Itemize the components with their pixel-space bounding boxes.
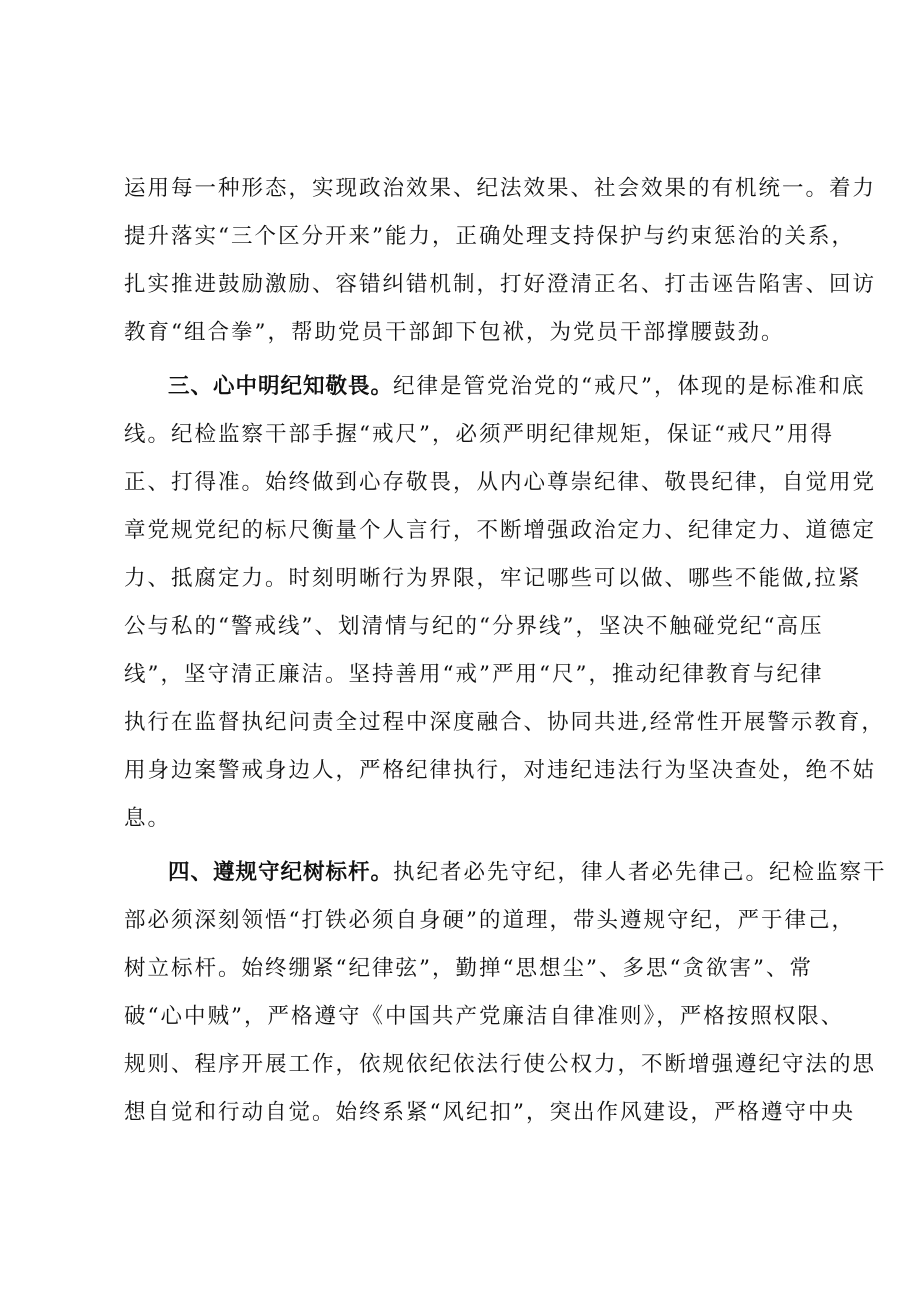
paragraph2-line-5: 力、抵腐定力。时刻明晰行为界限，牢记哪些可以做、哪些不能做,拉紧 xyxy=(124,566,862,591)
paragraph2-line-7: 线”，坚守清正廉洁。坚持善用“戒”严用“尺”，推动纪律教育与纪律 xyxy=(124,662,824,687)
paragraph3-line-6: 想自觉和行动自觉。始终系紧“风纪扣”，突出作风建设，严格遵守中央 xyxy=(124,1100,855,1125)
paragraph2-line-9: 用身边案警戒身边人，严格纪律执行，对违纪违法行为坚决查处，绝不姑 xyxy=(124,758,877,783)
paragraph1-line-1: 运用每一种形态，实现政治效果、纪法效果、社会效果的有机统一。着力 xyxy=(124,176,877,201)
paragraph2-line-6: 公与私的“警戒线”、划清情与纪的“分界线”，坚决不触碰党纪“高压 xyxy=(124,614,824,639)
paragraph3-line-3: 树立标杆。始终绷紧“纪律弦”，勤掸“思想尘”、多思“贪欲害”、常 xyxy=(124,956,813,981)
paragraph2-first-line-text: 纪律是管党治党的“戒尺”，体现的是标准和底 xyxy=(393,374,866,399)
paragraph2-line-8: 执行在监督执纪问责全过程中深度融合、协同共进,经常性开展警示教育， xyxy=(124,710,885,735)
paragraph3-line-5: 规则、程序开展工作，依规依纪依法行使公权力，不断增强遵纪守法的思 xyxy=(124,1052,877,1077)
section-heading-4: 四、遵规守纪树标杆。 xyxy=(168,860,394,885)
section-heading-3: 三、心中明纪知敬畏。 xyxy=(168,374,394,399)
paragraph1-line-4: 教育“组合拳”，帮助党员干部卸下包袱，为党员干部撑腰鼓劲。 xyxy=(124,320,785,345)
paragraph2-first-line xyxy=(168,372,866,402)
paragraph1-line-3: 扎实推进鼓励激励、容错纠错机制，打好澄清正名、打击诬告陷害、回访 xyxy=(124,272,877,297)
paragraph2-line-10: 息。 xyxy=(124,806,172,831)
paragraph2-line-4: 章党规党纪的标尺衡量个人言行，不断增强政治定力、纪律定力、道德定 xyxy=(124,518,877,543)
paragraph3-first-line-text: 执纪者必先守纪，律人者必先律己。纪检监察干 xyxy=(393,860,887,885)
paragraph3-first-line xyxy=(168,858,887,888)
paragraph2-line-2: 线。纪检监察干部手握“戒尺”，必须严明纪律规矩，保证“戒尺”用得 xyxy=(124,422,834,447)
paragraph1-line-2: 提升落实“三个区分开来”能力，正确处理支持保护与约束惩治的关系， xyxy=(124,224,855,249)
paragraph2-line-3: 正、打得准。始终做到心存敬畏，从内心尊崇纪律、敬畏纪律，自觉用党 xyxy=(124,470,877,495)
paragraph3-line-4: 破“心中贼”，严格遵守《中国共产党廉洁自律准则》，严格按照权限、 xyxy=(124,1004,845,1029)
paragraph3-line-2: 部必须深刻领悟“打铁必须自身硬”的道理，带头遵规守纪，严于律己， xyxy=(124,908,855,933)
